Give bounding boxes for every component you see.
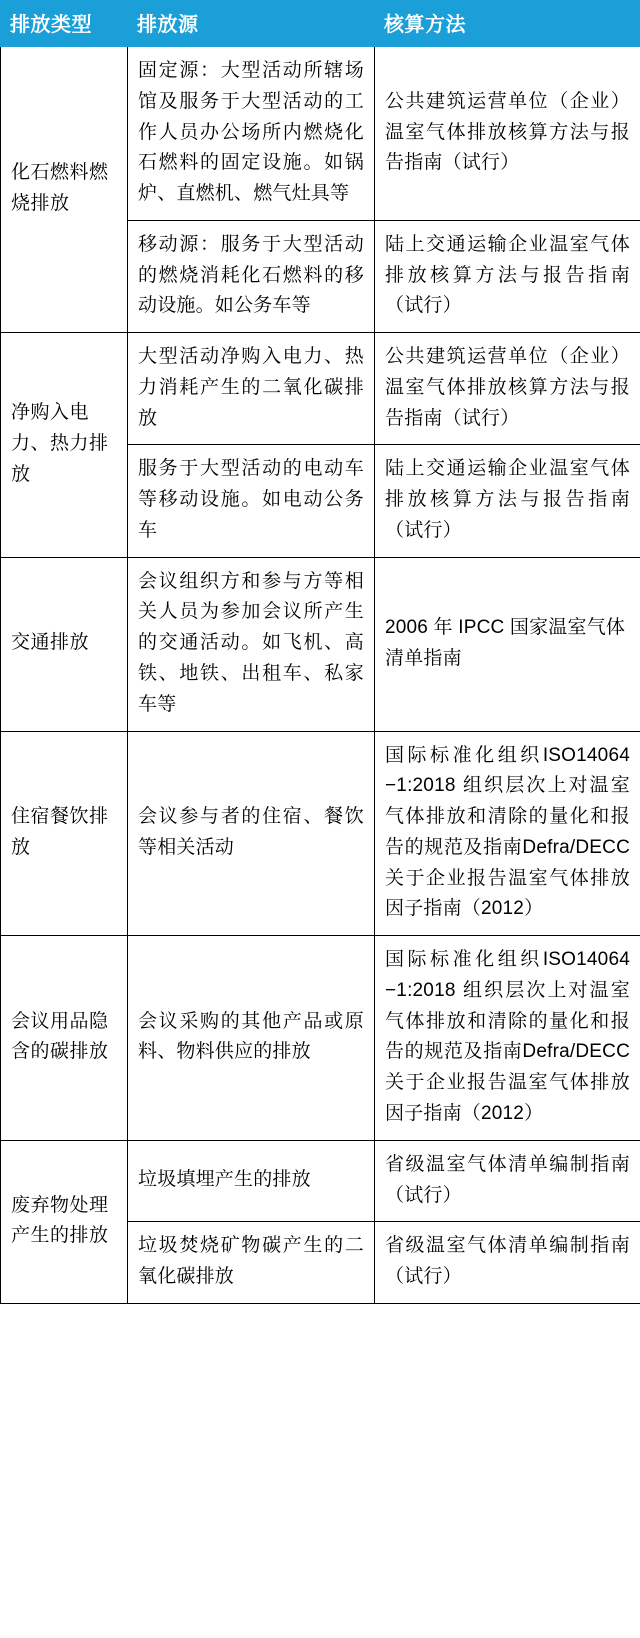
cell-accounting-method: 省级温室气体清单编制指南（试行） xyxy=(375,1140,640,1222)
cell-accounting-method: 国际标准化组织ISO14064−1:2018 组织层次上对温室气体排放和清除的量化和报告的规范及指南Defra/DECC 关于企业报告温室气体排放因子指南（2012） xyxy=(375,731,640,936)
table-row xyxy=(1,936,640,1141)
column-header-emission-type: 排放类型 xyxy=(1,1,128,47)
cell-emission-type: 交通排放 xyxy=(1,557,128,731)
column-header-accounting-method: 核算方法 xyxy=(375,1,640,47)
column-header-emission-source: 排放源 xyxy=(128,1,375,47)
cell-accounting-method: 公共建筑运营单位（企业）温室气体排放核算方法与报告指南（试行） xyxy=(375,333,640,445)
cell-accounting-method: 省级温室气体清单编制指南（试行） xyxy=(375,1222,640,1304)
cell-emission-source: 大型活动净购入电力、热力消耗产生的二氧化碳排放 xyxy=(128,333,375,445)
cell-accounting-method: 公共建筑运营单位（企业）温室气体排放核算方法与报告指南（试行） xyxy=(375,47,640,221)
table-row xyxy=(1,47,640,221)
cell-emission-source: 会议参与者的住宿、餐饮等相关活动 xyxy=(128,731,375,936)
cell-accounting-method: 国际标准化组织ISO14064−1:2018 组织层次上对温室气体排放和清除的量化和报告的规范及指南Defra/DECC 关于企业报告温室气体排放因子指南（2012） xyxy=(375,936,640,1141)
table-row xyxy=(1,1140,640,1222)
cell-emission-type: 会议用品隐含的碳排放 xyxy=(1,936,128,1141)
table-row xyxy=(1,333,640,445)
table-header-row xyxy=(1,1,640,47)
cell-emission-type: 住宿餐饮排放 xyxy=(1,731,128,936)
cell-emission-source: 固定源：大型活动所辖场馆及服务于大型活动的工作人员办公场所内燃烧化石燃料的固定设施。如锅炉、直燃机、燃气灶具等 xyxy=(128,47,375,221)
cell-emission-source: 服务于大型活动的电动车等移动设施。如电动公务车 xyxy=(128,445,375,557)
cell-emission-type: 废弃物处理产生的排放 xyxy=(1,1140,128,1303)
cell-accounting-method: 陆上交通运输企业温室气体排放核算方法与报告指南（试行） xyxy=(375,445,640,557)
cell-emission-type: 化石燃料燃烧排放 xyxy=(1,47,128,333)
cell-accounting-method: 陆上交通运输企业温室气体排放核算方法与报告指南（试行） xyxy=(375,220,640,332)
cell-emission-source: 垃圾焚烧矿物碳产生的二氧化碳排放 xyxy=(128,1222,375,1304)
table-row xyxy=(1,731,640,936)
cell-emission-source: 会议组织方和参与方等相关人员为参加会议所产生的交通活动。如飞机、高铁、地铁、出租车、私家车等 xyxy=(128,557,375,731)
table-row xyxy=(1,557,640,731)
cell-emission-source: 会议采购的其他产品或原料、物料供应的排放 xyxy=(128,936,375,1141)
cell-emission-source: 移动源：服务于大型活动的燃烧消耗化石燃料的移动设施。如公务车等 xyxy=(128,220,375,332)
cell-emission-type: 净购入电力、热力排放 xyxy=(1,333,128,558)
cell-emission-source: 垃圾填埋产生的排放 xyxy=(128,1140,375,1222)
cell-accounting-method: 2006 年 IPCC 国家温室气体清单指南 xyxy=(375,557,640,731)
